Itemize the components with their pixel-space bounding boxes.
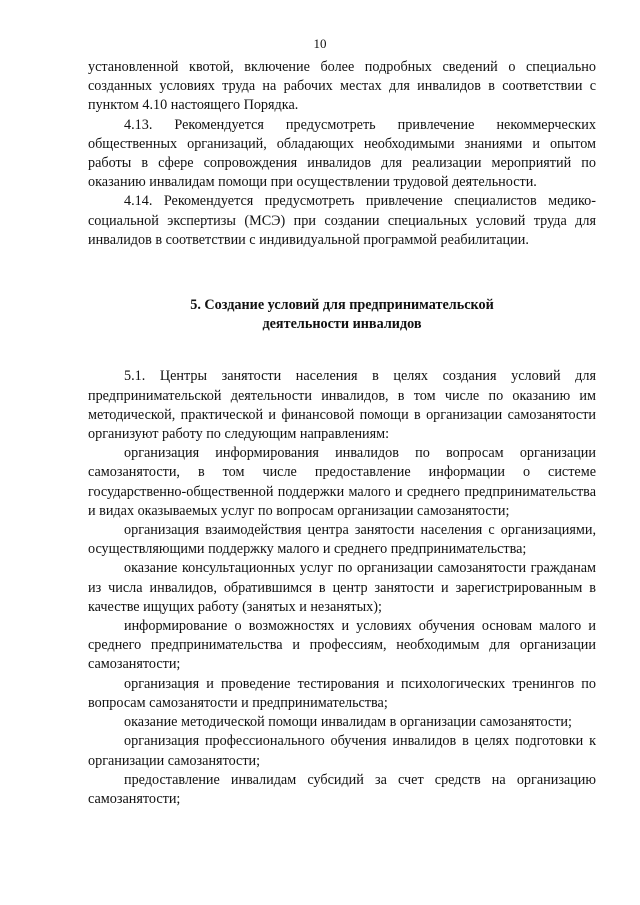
list-item: организация и проведение тестирования и психологических тренингов по вопросам самозанятости и предпринимательства; <box>88 675 596 711</box>
list-item: организация взаимодействия центра занятости населения с организациями, осуществляющими поддержку малого и среднего предпринимательства; <box>88 522 596 558</box>
list-item: оказание консультационных услуг по организации самозанятости гражданам из числа инвалидов, обратившимся в центр занятости и зарегистрированным в качестве ищущих работу (занятых и незанятых); <box>88 560 596 615</box>
continuation-paragraph: установленной квотой, включение более подробных сведений о специально созданных условиях труда на рабочих местах для инвалидов в соответствии с пунктом 4.10 настоящего Порядка. <box>88 59 596 114</box>
section-5-heading <box>88 296 596 334</box>
paragraph-5-1: 5.1. Центры занятости населения в целях создания условий для предпринимательской деятельности инвалидов, в том числе по оказанию им методической, практической и финансовой помощи в организации самозанятости организуют работу по следующим направлениям: <box>88 368 596 443</box>
list-item: организация информирования инвалидов по вопросам организации самозанятости, в том числе предоставление информации о системе государственно-общественной поддержки малого и среднего предпринимательства и видах оказываемых услуг по вопросам организации самозанятости; <box>88 445 596 519</box>
section-5-heading-line1: 5. Создание условий для предпринимательской <box>190 297 494 314</box>
list-item: организация профессионального обучения инвалидов в целях подготовки к организации самозанятости; <box>88 733 596 769</box>
document-body <box>88 58 596 809</box>
page-number: 10 <box>313 36 327 51</box>
list-item: оказание методической помощи инвалидам в организации самозанятости; <box>124 714 572 731</box>
paragraph-4-14: 4.14. Рекомендуется предусмотреть привлечение специалистов медико-социальной экспертизы (МСЭ) при создании специальных условий труда для инвалидов в соответствии с индивидуальной программой реабилитации. <box>88 193 596 248</box>
section-5-heading-line2: деятельности инвалидов <box>262 316 422 333</box>
list-item: предоставление инвалидам субсидий за счет средств на организацию самозанятости; <box>88 771 596 807</box>
list-item: информирование о возможностях и условиях обучения основам малого и среднего предпринимательства и профессиям, необходимым для организации самозанятости; <box>88 618 596 673</box>
paragraph-4-13: 4.13. Рекомендуется предусмотреть привлечение некоммерческих общественных организаций, обладающих необходимыми знаниями и опытом работы в сфере сопровождения инвалидов для реализации мероприятий по оказанию инвалидам помощи при осуществлении трудовой деятельности. <box>88 116 596 191</box>
